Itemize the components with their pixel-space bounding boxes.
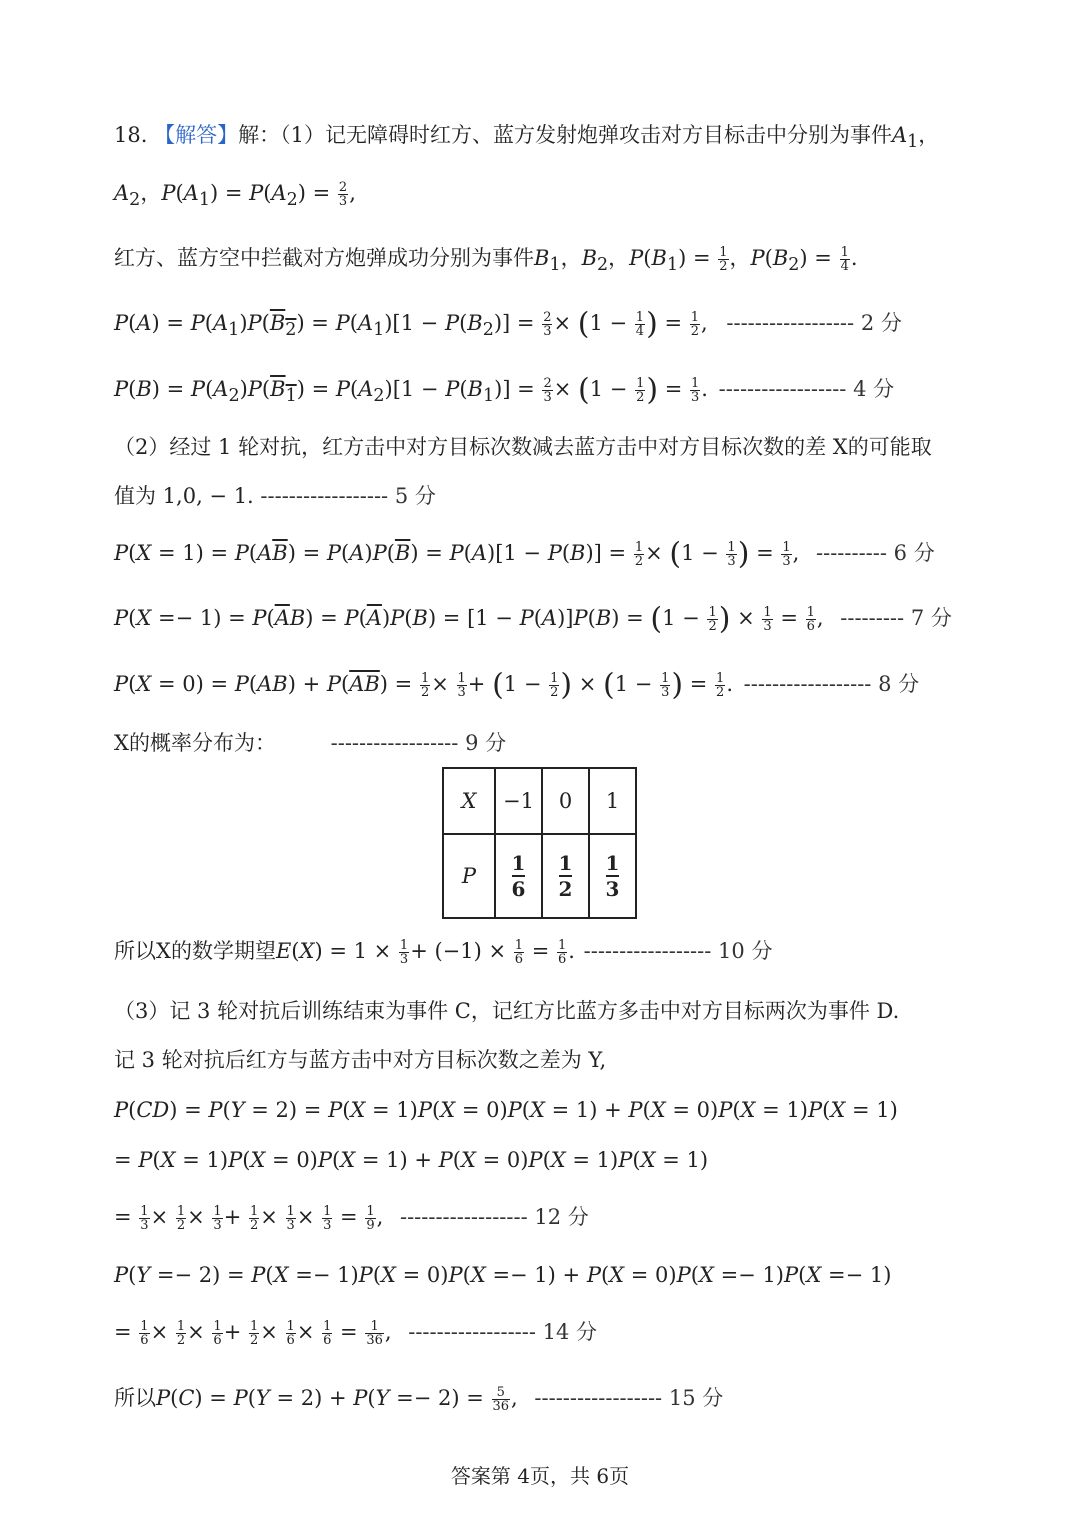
score-dashes: ------------------ bbox=[718, 377, 847, 401]
distribution-table bbox=[442, 767, 637, 919]
score: 7 分 bbox=[910, 606, 952, 630]
score-dashes: ---------- bbox=[816, 541, 887, 565]
score: 6 分 bbox=[893, 541, 935, 565]
table-header-cell: 0 bbox=[542, 768, 589, 834]
score-dashes: ------------------ bbox=[408, 1320, 536, 1344]
expectation-line: 所以X的数学期望E(X) = 1 × $\frac{1}{3}$ + (−1) × $\frac{1}{6}$ = $\frac{1}{6}$ . ------------------ 10 分 bbox=[114, 938, 773, 967]
score-dashes: ------------------ bbox=[534, 1386, 663, 1410]
score-dashes: ------------------ bbox=[260, 484, 389, 508]
eq-PYm2-value: = $\frac{1}{6}$ × $\frac{1}{2}$ × $\frac{1}{6}$ + $\frac{1}{2}$ × $\frac{1}{6}$ × $\frac{1}{6}$ = $\frac{1}{36}$ , ------------------ 14 分 bbox=[114, 1319, 598, 1348]
values-line bbox=[114, 481, 436, 511]
part2-intro: （2）经过 1 轮对抗，红方击中对方目标次数减去蓝方击中对方目标次数的差 X的可能取 bbox=[114, 435, 932, 459]
conclusion-line: 所以P(C) = P(Y = 2) + P(Y =− 2) = $\frac{5}{36}$ , ------------------ 15 分 bbox=[114, 1385, 724, 1414]
dist-label: X的概率分布为： bbox=[114, 731, 276, 755]
eq-PXm1: $P(X =- 1) = P(\overline{A}B) = P(\overline{A})P(B) = [1 - P(A)]P(B) = (1$ − $\frac{1}{2}$ ) × $\frac{1}{3}$ = $\frac{1}{6}$ , --------- 7 分 bbox=[114, 601, 952, 637]
problem-header: 18. 【解答】解：（1）记无障碍时红方、蓝方发射炮弹攻击对方目标击中分别为事件$A_1$， bbox=[114, 123, 940, 153]
score: 14 分 bbox=[542, 1320, 598, 1344]
table-header-cell: X bbox=[443, 768, 495, 834]
expectation-prefix: 所以X的数学期望 bbox=[114, 939, 276, 963]
values-text: 值为 1,0, − 1. bbox=[114, 484, 254, 508]
score-dashes: ------------------ bbox=[330, 731, 459, 755]
score-dashes: ------------------ bbox=[583, 939, 712, 963]
score: 10 分 bbox=[718, 939, 773, 963]
table-prob-cell: $\frac{1}{2}$ bbox=[542, 834, 589, 918]
eq-PCD: P(CD) = P(Y = 2) = P(X = 1)P(X = 0)P(X = 1) + P(X = 0)P(X = 1)P(X = 1) bbox=[114, 1098, 898, 1122]
table-header-cell: 1 bbox=[589, 768, 636, 834]
score-dashes: ------------------ bbox=[743, 672, 872, 696]
table-header-cell: −1 bbox=[495, 768, 542, 834]
score-dashes: ------------------ bbox=[726, 311, 855, 335]
eq-PCD-value: = $\frac{1}{3}$ × $\frac{1}{2}$ × $\frac{1}{3}$ + $\frac{1}{2}$ × $\frac{1}{3}$ × $\frac{1}{3}$ = $\frac{1}{9}$ , ------------------ 12 分 bbox=[114, 1204, 589, 1233]
page-footer: 答案第 4页，共 6页 bbox=[450, 1464, 630, 1488]
score-dashes: --------- bbox=[840, 606, 905, 630]
table-prob-cell: $\frac{1}{3}$ bbox=[589, 834, 636, 918]
part3-intro: （3）记 3 轮对抗后训练结束为事件 C，记红方比蓝方多击中对方目标两次为事件 D. bbox=[114, 999, 900, 1023]
eq-PA: $P(A) = P(A_1)P(B_2) = P(A_1)[1 - P(B_2)]$ = $\frac{2}{3}$ × (1 − $\frac{1}{4}$ ) = $\frac{1}{2}$ , ------------------ 2 分 bbox=[114, 306, 902, 342]
score: 12 分 bbox=[534, 1205, 589, 1229]
event-B-text: 红方、蓝方空中拦截对方炮弹成功分别为事件 bbox=[114, 246, 534, 270]
score: 2 分 bbox=[860, 311, 902, 335]
problem-number: 18. bbox=[114, 123, 148, 147]
y-definition: 记 3 轮对抗后红方与蓝方击中对方目标次数之差为 Y, bbox=[114, 1048, 607, 1072]
eq-PB: $P(B) = P(A_2)P(B_1) = P(A_2)[1 - P(B_1)]$ = $\frac{2}{3}$ × (1 − $\frac{1}{2}$ ) = $\frac{1}{3}$ . ------------------ 4 分 bbox=[114, 372, 895, 408]
score-dashes: ------------------ bbox=[399, 1205, 528, 1229]
score: 9 分 bbox=[465, 731, 507, 755]
solution-tag: 【解答】 bbox=[154, 123, 239, 147]
score: 5 分 bbox=[394, 484, 436, 508]
eq-PCD-cont: = P(X = 1)P(X = 0)P(X = 1) + P(X = 0)P(X = 1)P(X = 1) bbox=[114, 1148, 709, 1172]
event-B-line: 红方、蓝方空中拦截对方炮弹成功分别为事件$B_1$，$B_2$，$P(B_1)$ = $\frac{1}{2}$ ，$P(B_2)$ = $\frac{1}{4}$ . bbox=[114, 245, 858, 276]
table-row-label: P bbox=[443, 834, 495, 918]
eq-PYm2: P(Y =− 2) = P(X =− 1)P(X = 0)P(X =− 1) + P(X = 0)P(X =− 1)P(X =− 1) bbox=[114, 1263, 892, 1287]
eq-PX1: $P(X = 1) = P(A\overline{B}) = P(A)P(\overline{B}) = P(A)[1 - P(B)]$ = $\frac{1}{2}$ × (1 − $\frac{1}{3}$ ) = $\frac{1}{3}$ , ---------- 6 分 bbox=[114, 536, 935, 572]
score: 8 分 bbox=[878, 672, 920, 696]
eq-PX0: $P(X = 0) = P(AB) + P(\overline{AB})$ = $\frac{1}{2}$ × $\frac{1}{3}$ + (1 − $\frac{1}{2}$ ) × (1 − $\frac{1}{3}$ ) = $\frac{1}{2}$ . ------------------ 8 分 bbox=[114, 667, 920, 703]
table-prob-cell: $\frac{1}{6}$ bbox=[495, 834, 542, 918]
eq-PA1: $A_2$，$P(A_1) = P(A_2)$ = $\frac{2}{3}$ , bbox=[114, 180, 356, 211]
dist-line bbox=[114, 728, 506, 758]
score: 15 分 bbox=[668, 1386, 724, 1410]
problem-lead: 解：（1）记无障碍时红方、蓝方发射炮弹攻击对方目标击中分别为事件 bbox=[238, 123, 892, 147]
conclusion-prefix: 所以 bbox=[114, 1386, 156, 1410]
score: 4 分 bbox=[853, 377, 895, 401]
